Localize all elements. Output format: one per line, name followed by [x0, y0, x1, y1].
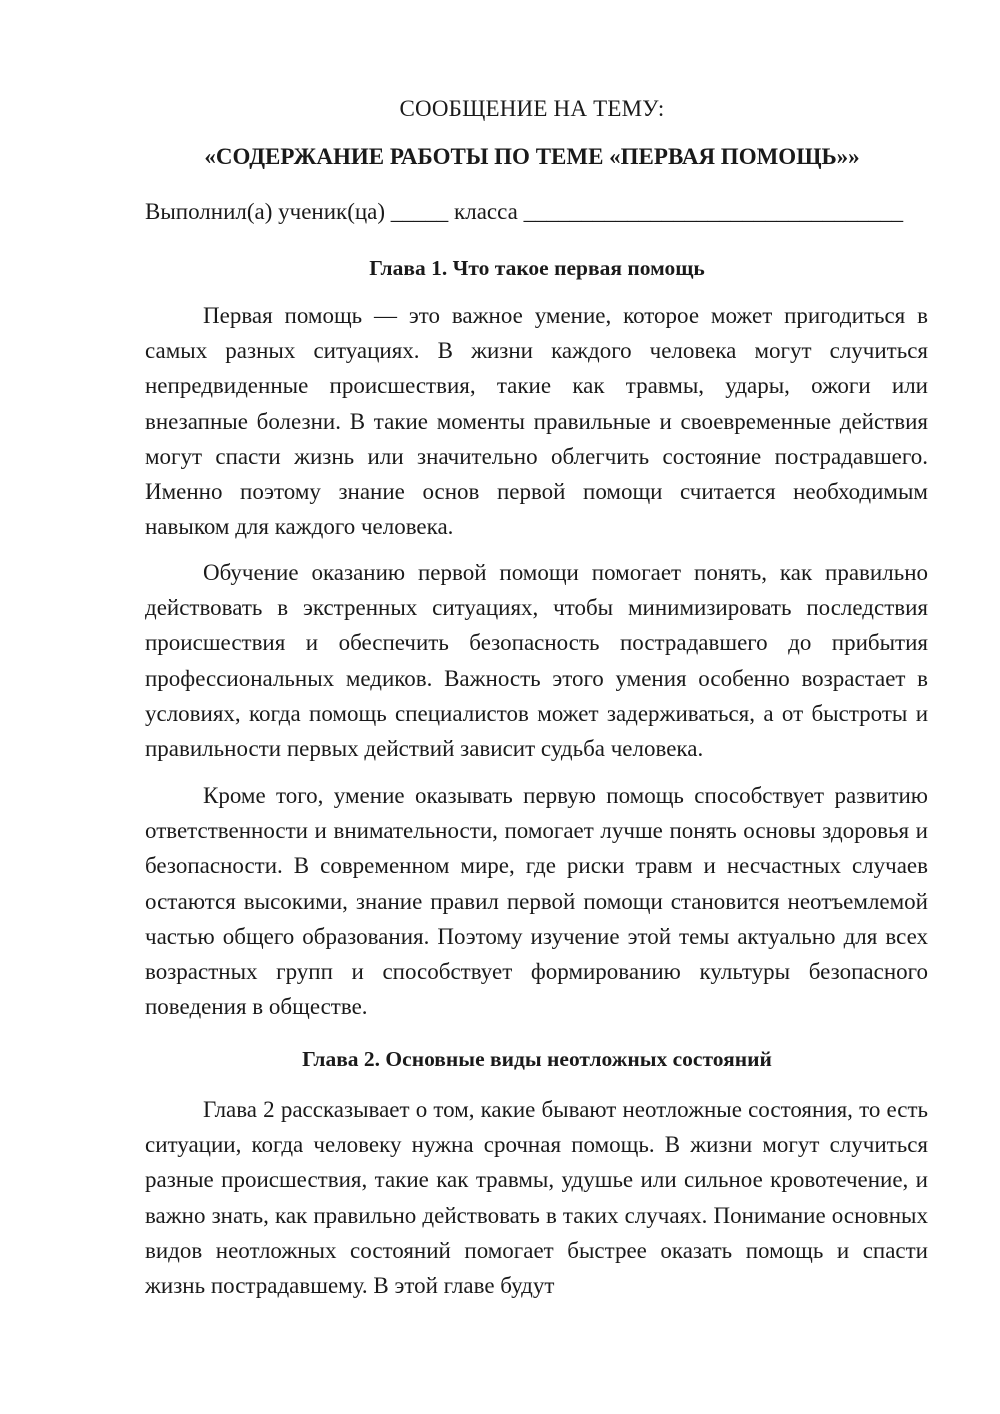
- chapter-1-paragraph-2: Обучение оказанию первой помощи помогает понять, как правильно действовать в экстренных ситуациях, чтобы минимизировать последствия происшествия и обеспечить безопасность пострадавшего до прибытия профессиональных медиков. Важность этого умения особенно возрастает в условиях, когда помощь специалистов может задерживаться, а от быстроты и правильности первых действий зависит судьба человека.: [145, 560, 928, 762]
- chapter-1-paragraph-1: Первая помощь — это важное умение, которое может пригодиться в самых разных ситуациях. В жизни каждого человека могут случиться непредвиденные происшествия, такие как травмы, удары, ожоги или внезапные болезни. В такие моменты правильные и своевременные действия могут спасти жизнь или значительно облегчить состояние пострадавшего. Именно поэтому знание основ первой помощи считается необходимым навыком для каждого человека.: [145, 303, 928, 540]
- chapter-1-title: Глава 1. Что такое первая помощь: [369, 256, 705, 280]
- chapter-1-paragraph-3: Кроме того, умение оказывать первую помощь способствует развитию ответственности и внимательности, помогает лучше понять основы здоровья и безопасности. В современном мире, где риски травм и несчастных случаев остаются высокими, знание правил первой помощи становится неотъемлемой частью общего образования. Поэтому изучение этой темы актуально для всех возрастных групп и способствует формированию культуры безопасного поведения в обществе.: [145, 783, 928, 1020]
- chapter-2-title: Глава 2. Основные виды неотложных состояний: [302, 1047, 772, 1071]
- document-title-line1: СООБЩЕНИЕ НА ТЕМУ:: [399, 96, 665, 121]
- chapter-2-paragraph-1: Глава 2 рассказывает о том, какие бывают неотложные состояния, то есть ситуации, когда человеку нужна срочная помощь. В жизни могут случиться разные происшествия, такие как травмы, удушье или сильное кровотечение, и важно знать, как правильно действовать в таких случаях. Понимание основных видов неотложных состояний помогает быстрее оказать помощь и спасти жизнь пострадавшему. В этой главе будут: [145, 1097, 928, 1299]
- performer-line: Выполнил(а) ученик(ца) _____ класса _________________________________: [145, 199, 904, 224]
- document-title-line2: «СОДЕРЖАНИЕ РАБОТЫ ПО ТЕМЕ «ПЕРВАЯ ПОМОЩЬ»»: [204, 144, 860, 169]
